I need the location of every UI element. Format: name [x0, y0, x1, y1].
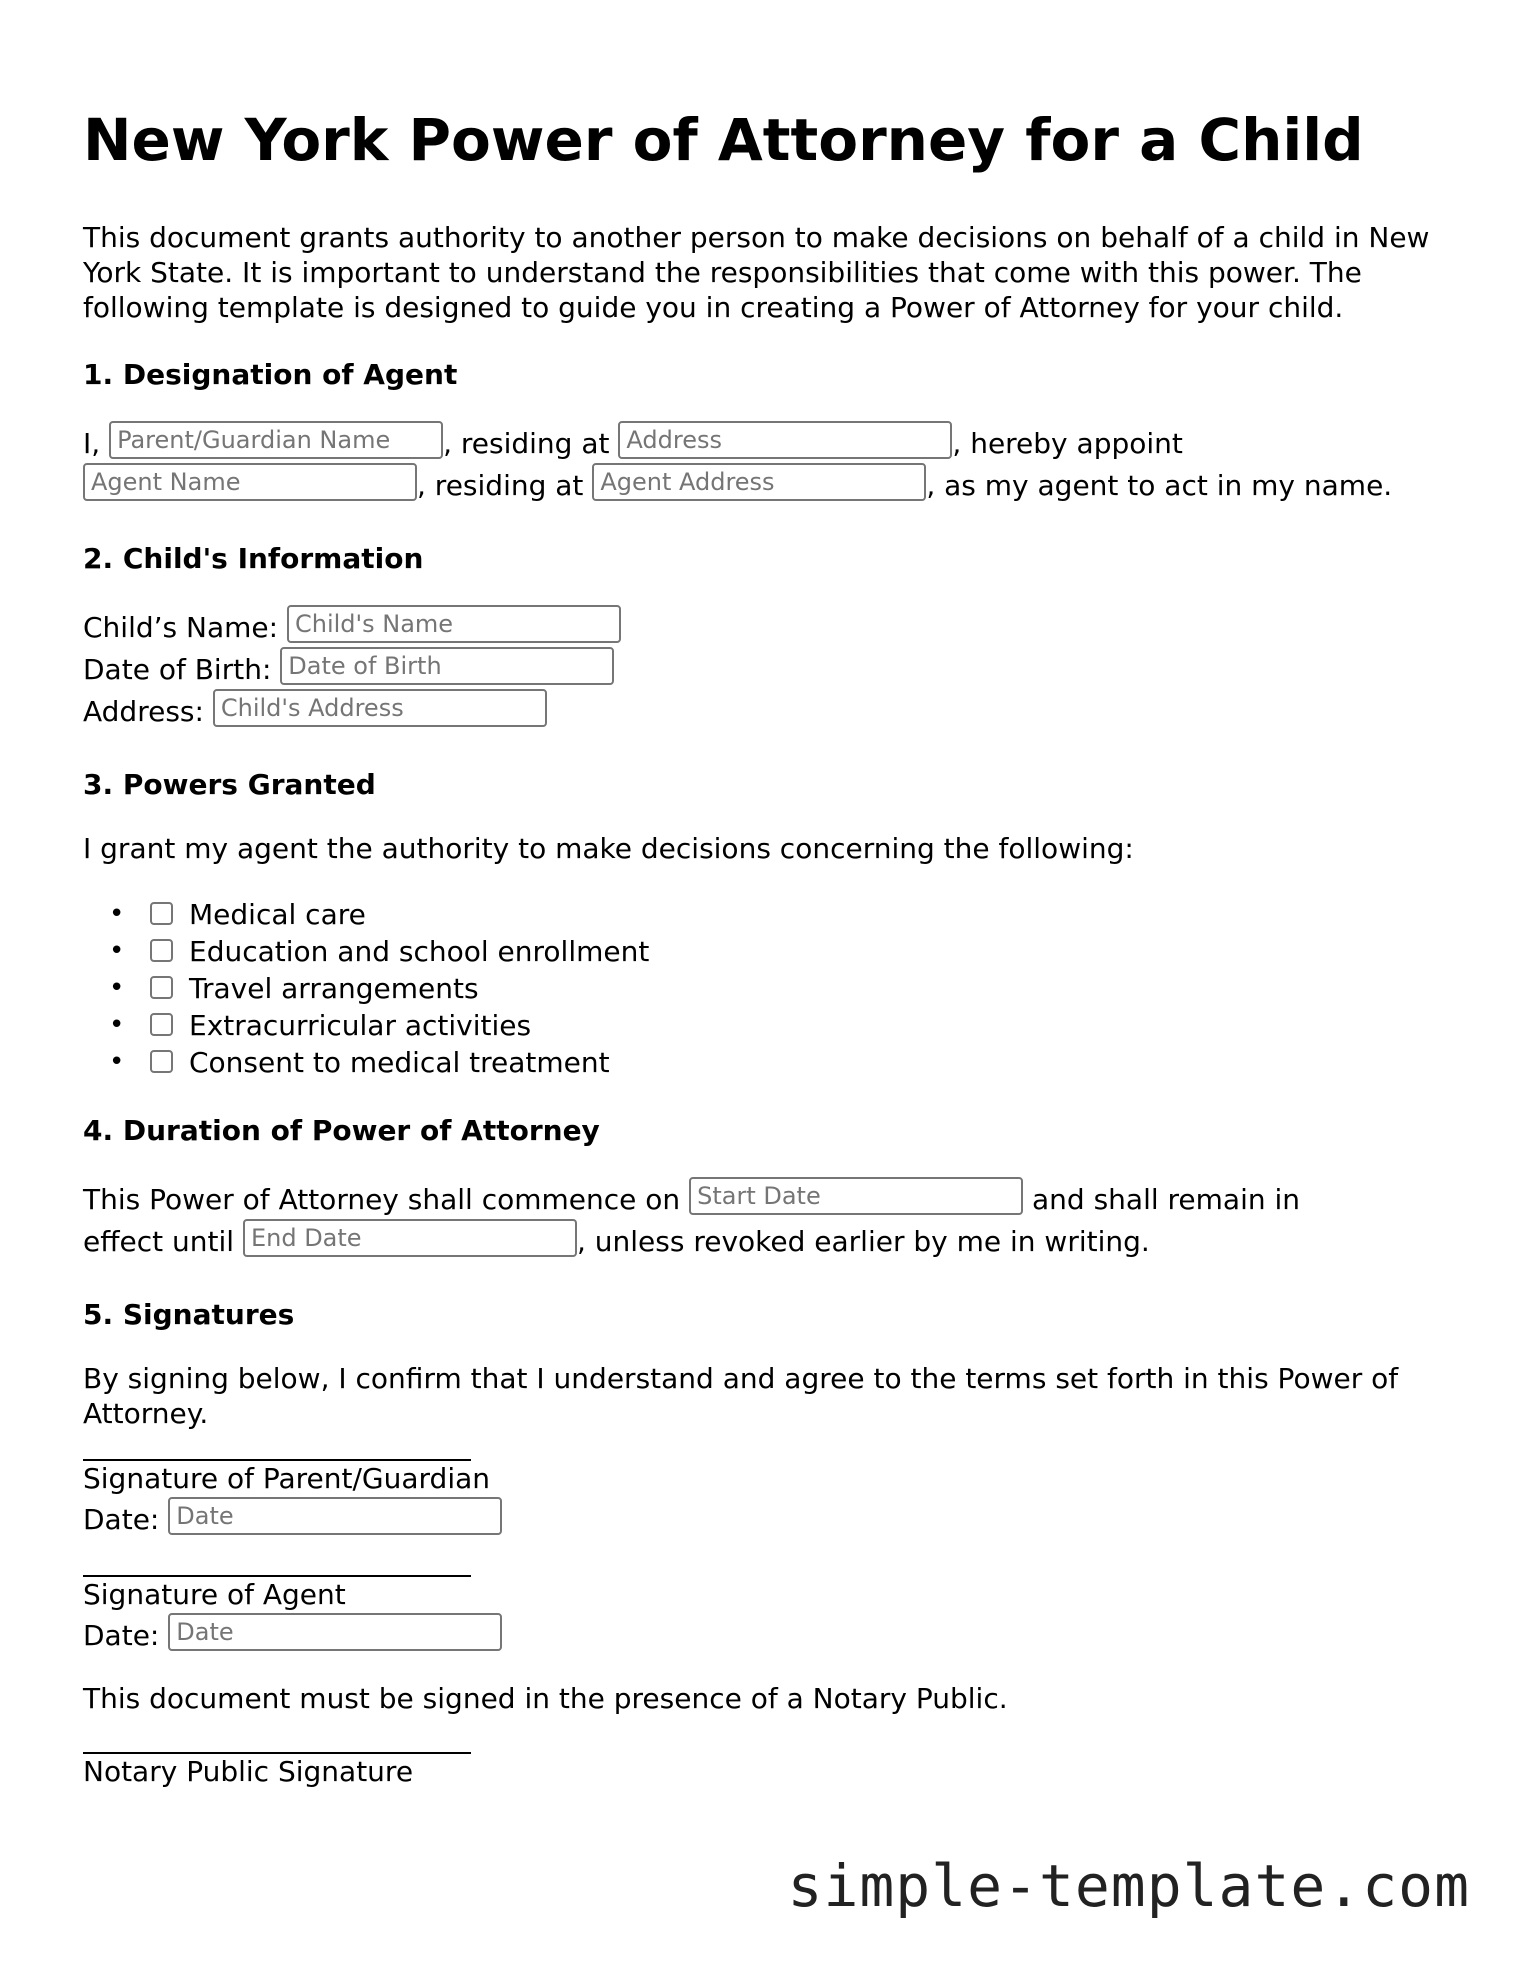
power-label: Medical care — [189, 898, 366, 931]
section-heading-powers: 3. Powers Granted — [83, 768, 376, 801]
duration-text: and shall remain in — [1032, 1183, 1301, 1216]
notary-signature-label: Notary Public Signature — [83, 1755, 414, 1788]
agent-name-field[interactable] — [83, 463, 417, 501]
power-label: Extracurricular activities — [189, 1009, 532, 1042]
bullet: • — [109, 1047, 125, 1077]
powers-intro: I grant my agent the authority to make decisions concerning the following: — [83, 832, 1134, 865]
agent-signature-label: Signature of Agent — [83, 1578, 346, 1611]
medical-care-checkbox[interactable] — [150, 902, 173, 925]
parent-signature-label: Signature of Parent/Guardian — [83, 1462, 491, 1495]
duration-block — [83, 1177, 1443, 1261]
date-of-birth-label: Date of Birth: — [83, 653, 272, 686]
powers-list — [83, 896, 1443, 1081]
date-label: Date: — [83, 1619, 160, 1652]
designation-text: , residing at — [417, 469, 584, 502]
child-name-field[interactable] — [287, 605, 621, 643]
parent-guardian-name-field[interactable] — [109, 421, 443, 459]
designation-text: I, — [83, 427, 101, 460]
list-item — [109, 970, 1443, 1007]
designation-text: , as my agent to act in my name. — [926, 469, 1393, 502]
list-item — [109, 896, 1443, 933]
parent-signature-block — [83, 1459, 1443, 1539]
list-item — [109, 1044, 1443, 1081]
bullet: • — [109, 936, 125, 966]
section-heading-duration: 4. Duration of Power of Attorney — [83, 1114, 600, 1147]
list-item — [109, 933, 1443, 970]
power-label: Consent to medical treatment — [189, 1046, 610, 1079]
intro-paragraph: This document grants authority to another person to make decisions on behalf of a child in New York State. It is important to understand the responsibilities that come with this power. The following template is designed to guide you in creating a Power of Attorney for your child. — [83, 221, 1430, 324]
site-watermark: simple-template.com — [787, 1852, 1470, 1920]
power-label: Travel arrangements — [189, 972, 479, 1005]
date-of-birth-field[interactable] — [280, 647, 614, 685]
designation-text: , residing at — [443, 427, 610, 460]
section-heading-signatures: 5. Signatures — [83, 1298, 295, 1331]
duration-text: effect until — [83, 1225, 235, 1258]
signatures-intro: By signing below, I confirm that I understand and agree to the terms set forth in this Power of Attorney. — [83, 1362, 1399, 1430]
designation-block — [83, 421, 1443, 505]
child-address-field[interactable] — [213, 689, 547, 727]
list-item — [109, 1007, 1443, 1044]
child-address-label: Address: — [83, 695, 204, 728]
agent-date-field[interactable] — [168, 1613, 502, 1651]
bullet: • — [109, 973, 125, 1003]
agent-address-field[interactable] — [592, 463, 926, 501]
parent-date-field[interactable] — [168, 1497, 502, 1535]
power-label: Education and school enrollment — [189, 935, 650, 968]
notary-note: This document must be signed in the presence of a Notary Public. — [83, 1682, 1008, 1715]
child-name-label: Child’s Name: — [83, 611, 279, 644]
medical-treatment-checkbox[interactable] — [150, 1050, 173, 1073]
end-date-field[interactable] — [243, 1219, 577, 1257]
bullet: • — [109, 1010, 125, 1040]
document-page — [83, 96, 1443, 1790]
agent-signature-block — [83, 1575, 1443, 1655]
address-field[interactable] — [618, 421, 952, 459]
extracurricular-checkbox[interactable] — [150, 1013, 173, 1036]
page-title: New York Power of Attorney for a Child — [83, 106, 1364, 174]
duration-text: , unless revoked earlier by me in writing. — [576, 1225, 1150, 1258]
notary-signature-block — [83, 1752, 1443, 1790]
section-heading-child-info: 2. Child's Information — [83, 542, 424, 575]
start-date-field[interactable] — [689, 1177, 1023, 1215]
travel-checkbox[interactable] — [150, 976, 173, 999]
child-info-block — [83, 605, 1443, 731]
designation-text: , hereby appoint — [952, 427, 1183, 460]
duration-text: This Power of Attorney shall commence on — [83, 1183, 681, 1216]
education-checkbox[interactable] — [150, 939, 173, 962]
date-label: Date: — [83, 1503, 160, 1536]
bullet: • — [109, 899, 125, 929]
section-heading-designation: 1. Designation of Agent — [83, 358, 458, 391]
